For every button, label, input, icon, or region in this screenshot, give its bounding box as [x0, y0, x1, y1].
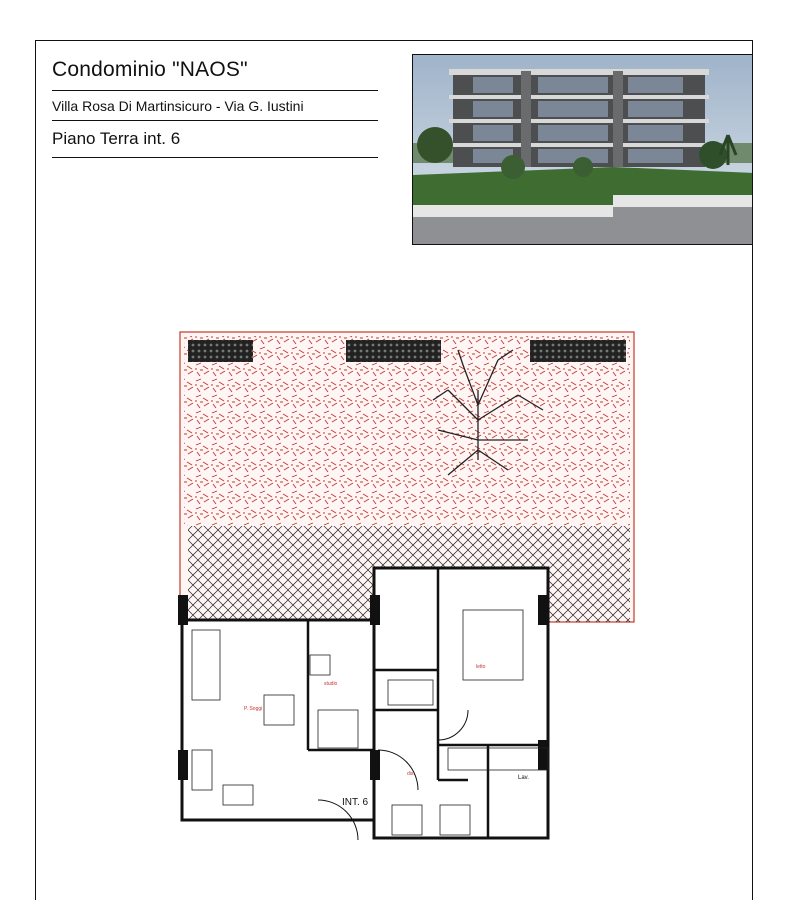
room-label-hallway: dis.: [407, 771, 415, 777]
room-label-study: studio: [324, 681, 338, 687]
room-label-bedroom: letto: [476, 664, 486, 670]
room-label-living: P. Soggi: [244, 706, 263, 712]
unit-number-label: INT. 6: [342, 797, 369, 808]
building-rendering: [412, 54, 753, 245]
location-line: Villa Rosa Di Martinsicuro - Via G. Iustini: [52, 91, 378, 121]
title-block: [52, 58, 378, 158]
unit-line: Piano Terra int. 6: [52, 121, 378, 158]
building-title: Condominio "NAOS": [52, 58, 378, 91]
fixture-label: Lav.: [518, 775, 529, 781]
floor-plan: [178, 330, 636, 840]
